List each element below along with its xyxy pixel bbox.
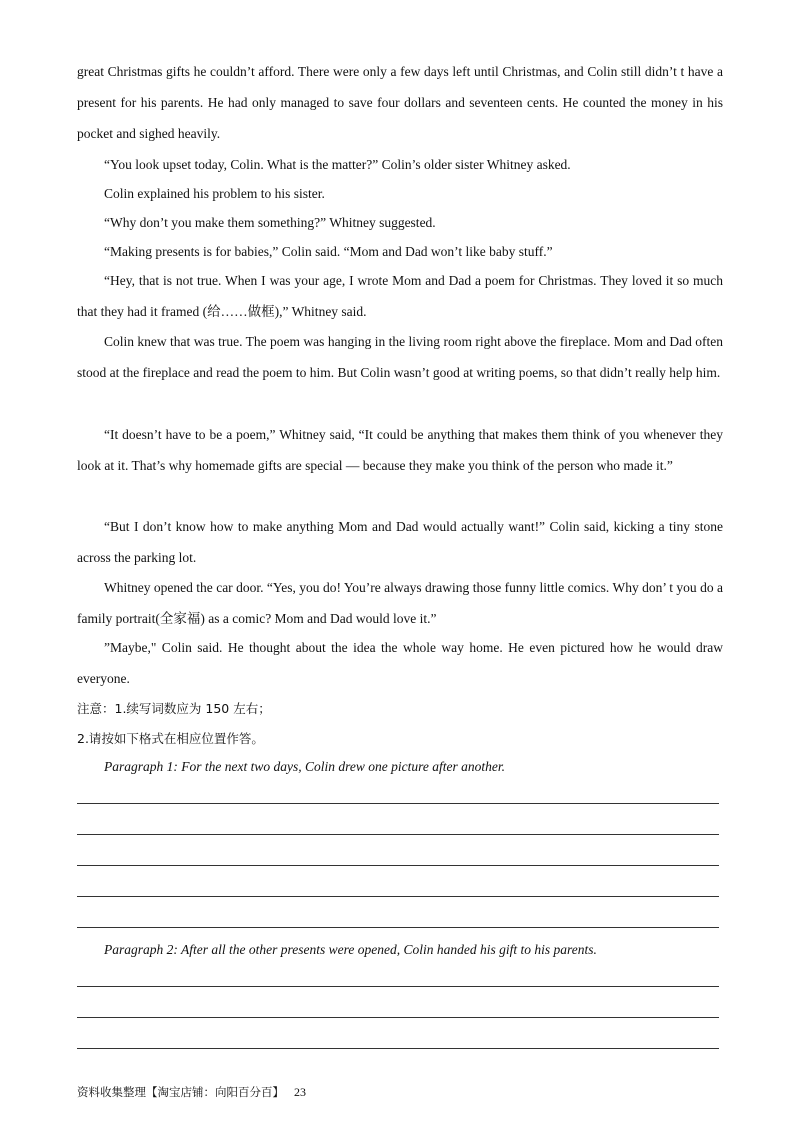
story-paragraph-3: Colin explained his problem to his sister. (104, 186, 325, 201)
story-paragraph-11: ”Maybe," Colin said. He thought about the idea the whole way home. He even pictured how he would draw everyone. (77, 640, 723, 686)
answer-line[interactable] (77, 1048, 719, 1049)
paragraph-2-prompt: Paragraph 2: After all the other presents were opened, Colin handed his gift to his parents. (104, 942, 597, 957)
story-paragraph-9: “But I don’t know how to make anything Mom and Dad would actually want!” Colin said, kicking a tiny stone across the parking lot. (77, 519, 723, 565)
story-paragraph-1: great Christmas gifts he couldn’t afford. There were only a few days left until Christmas, and Colin still didn’t t have a present for his parents. He had only managed to save four dollars and seventeen cents. He counted the money in his pocket and sighed heavily. (77, 64, 723, 141)
note-word-count: 注意：1.续写词数应为 150 左右； (77, 701, 271, 716)
story-paragraph-8: “It doesn’t have to be a poem,” Whitney said, “It could be anything that makes them think of you whenever they look at it. That’s why homemade gifts are special — because they make you think of the person who made it.” (77, 427, 723, 473)
answer-line[interactable] (77, 834, 719, 835)
answer-line[interactable] (77, 927, 719, 928)
story-paragraph-4: “Why don’t you make them something?” Whitney suggested. (104, 215, 436, 230)
story-paragraph-5: “Making presents is for babies,” Colin said. “Mom and Dad won’t like baby stuff.” (104, 244, 553, 259)
answer-line[interactable] (77, 1017, 719, 1018)
page-footer (77, 1083, 306, 1101)
paragraph-1-prompt: Paragraph 1: For the next two days, Colin drew one picture after another. (104, 759, 505, 774)
story-paragraph-6: “Hey, that is not true. When I was your age, I wrote Mom and Dad a poem for Christmas. They loved it so much that they had it framed (给……做框),” Whitney said. (77, 273, 723, 319)
footer-source: 资料收集整理【淘宝店铺：向阳百分百】 (77, 1085, 284, 1099)
answer-line[interactable] (77, 896, 719, 897)
story-paragraph-7: Colin knew that was true. The poem was hanging in the living room right above the fireplace. Mom and Dad often stood at the fireplace and read the poem to him. But Colin wasn’t good at writing poems, so that didn’t really help him. (77, 334, 723, 380)
story-paragraph-10: Whitney opened the car door. “Yes, you do! You’re always drawing those funny little comics. Why don’ t you do a family portrait(全家福) as a comic? Mom and Dad would love it.” (77, 580, 723, 626)
answer-line[interactable] (77, 986, 719, 987)
story-paragraph-2: “You look upset today, Colin. What is the matter?” Colin’s older sister Whitney asked. (104, 157, 571, 172)
note-format: 2.请按如下格式在相应位置作答。 (77, 731, 264, 746)
page-number: 23 (294, 1085, 306, 1099)
answer-line[interactable] (77, 803, 719, 804)
answer-line[interactable] (77, 865, 719, 866)
